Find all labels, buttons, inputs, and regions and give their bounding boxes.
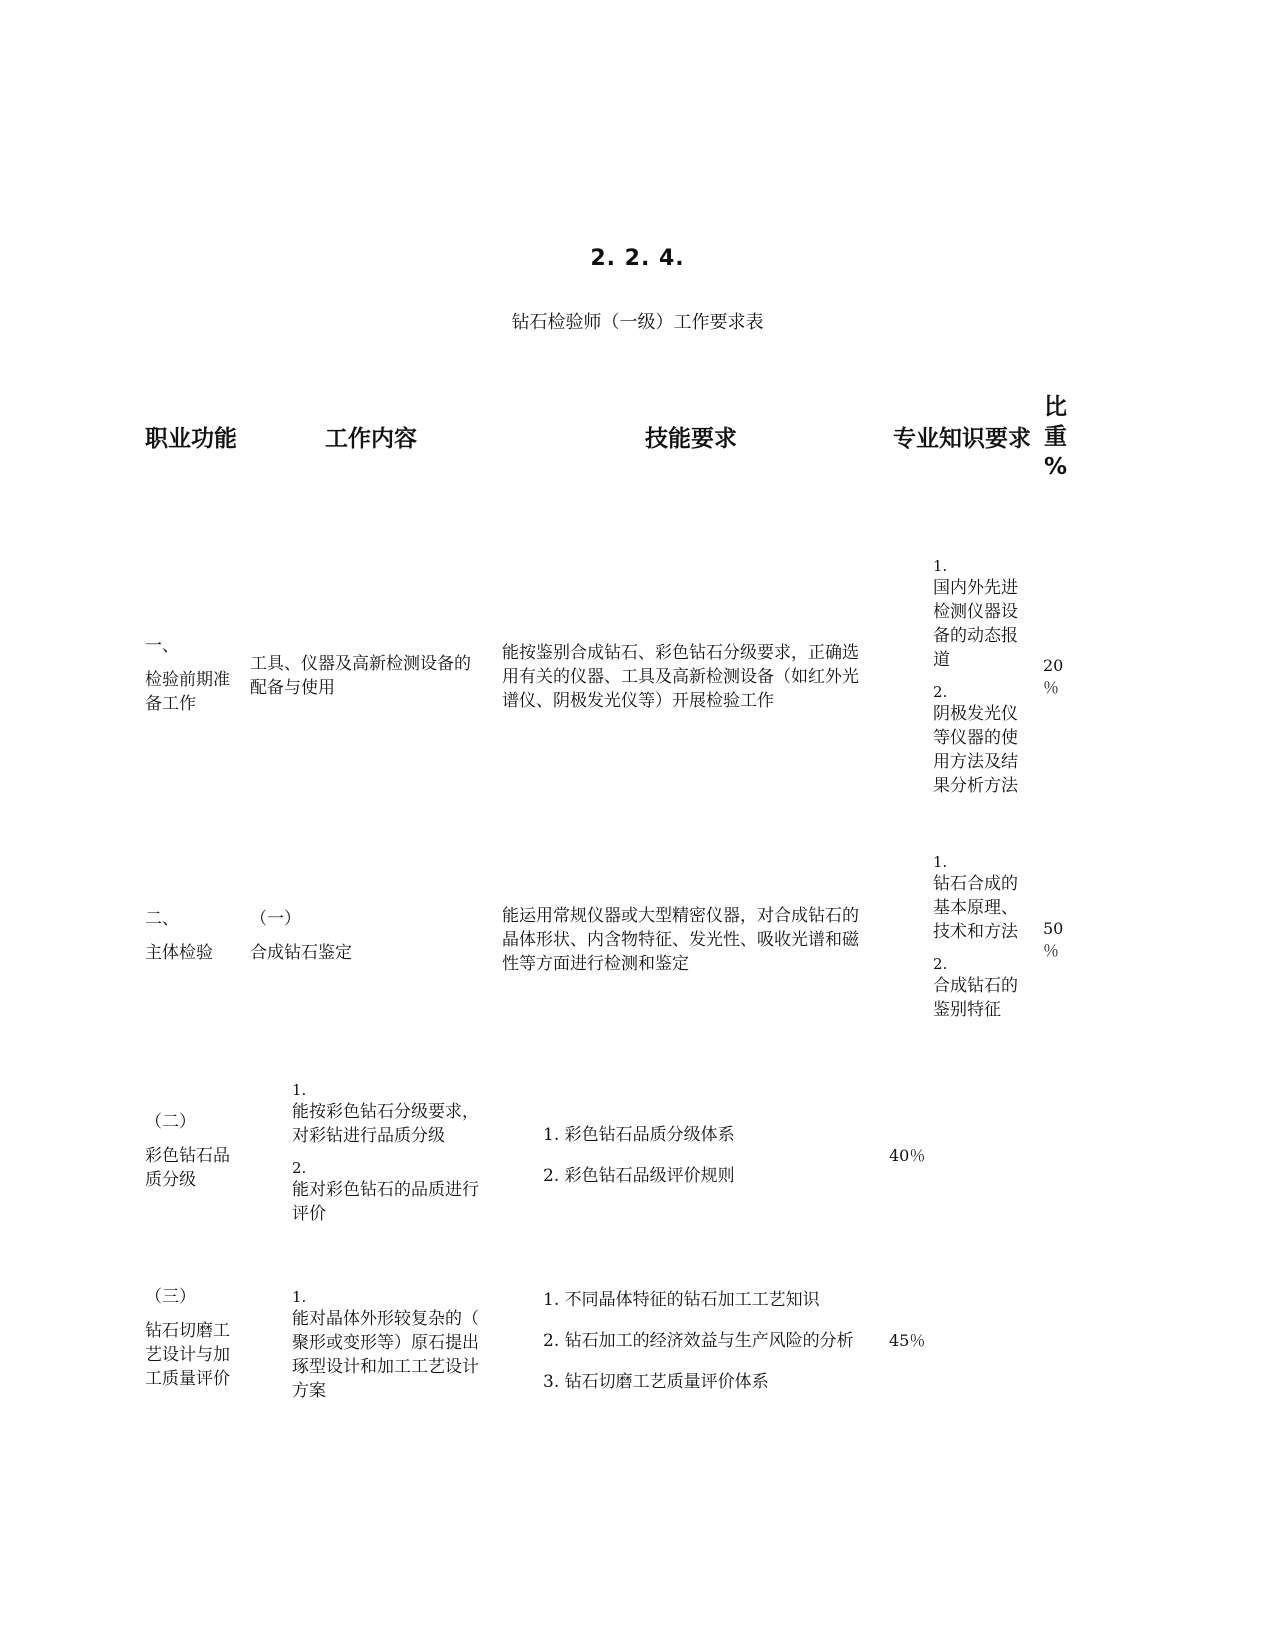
row2-k2-line1: 合成钻石的	[933, 976, 1018, 996]
row3-knowledge-2: 2. 彩色钻石品级评价规则	[543, 1166, 735, 1186]
row2-k2-num: 2.	[933, 955, 948, 973]
section-number: 2. 2. 4.	[590, 246, 685, 271]
row2-content-line1: （一）	[250, 909, 301, 929]
row4-s1-line2: 聚形或变形等）原石提出	[292, 1333, 479, 1353]
row1-k1-num: 1.	[933, 557, 948, 575]
row1-k1-line1: 国内外先进	[933, 578, 1018, 598]
header-weight-line3: %	[1044, 454, 1068, 480]
row4-knowledge-1: 1. 不同晶体特征的钻石加工工艺知识	[543, 1290, 820, 1310]
row4-content-line3: 艺设计与加	[145, 1345, 230, 1365]
row3-knowledge-1: 1. 彩色钻石品质分级体系	[543, 1125, 735, 1145]
row4-content-line4: 工质量评价	[145, 1369, 230, 1389]
header-weight	[1044, 392, 1067, 482]
row1-k2-line4: 果分析方法	[933, 776, 1018, 796]
row4-content-line2: 钻石切磨工	[145, 1321, 230, 1341]
row3-s2-line1: 能对彩色钻石的品质进行	[292, 1180, 479, 1200]
row2-skill-line1: 能运用常规仪器或大型精密仪器，对合成钻石的	[502, 906, 859, 926]
row1-function-line1: 一、	[145, 636, 179, 656]
row4-knowledge-2: 2. 钻石加工的经济效益与生产风险的分析	[543, 1331, 854, 1351]
row1-skill-line1: 能按鉴别合成钻石、彩色钻石分级要求，正确选	[502, 643, 859, 663]
row3-skill	[292, 1080, 479, 1226]
row1-k1-line2: 检测仪器设	[933, 602, 1018, 622]
row2-skill	[502, 904, 859, 976]
row1-knowledge	[933, 556, 1018, 798]
row1-weight-sym: ％	[1043, 678, 1060, 697]
row1-k2-line3: 用方法及结	[933, 752, 1018, 772]
row2-k1-line3: 技术和方法	[933, 922, 1018, 942]
row1-k2-line1: 阴极发光仪	[933, 704, 1018, 724]
row4-knowledge-3: 3. 钻石切磨工艺质量评价体系	[543, 1372, 769, 1392]
row2-k2-line2: 鉴别特征	[933, 1000, 1001, 1020]
row1-k2-num: 2.	[933, 683, 948, 701]
row1-k2-line2: 等仪器的使	[933, 728, 1018, 748]
row4-s1-num: 1.	[292, 1288, 307, 1306]
row4-s1-line1: 能对晶体外形较复杂的（	[292, 1309, 479, 1329]
row2-k1-line1: 钻石合成的	[933, 874, 1018, 894]
row4-s1-line4: 方案	[292, 1381, 326, 1401]
header-skill: 技能要求	[645, 426, 737, 452]
row1-weight	[1043, 655, 1063, 699]
row3-s1-num: 1.	[292, 1081, 307, 1099]
row1-k1-line3: 备的动态报	[933, 626, 1018, 646]
row1-skill-line2: 用有关的仪器、工具及高新检测设备（如红外光	[502, 667, 859, 687]
row2-skill-line2: 晶体形状、内含物特征、发光性、吸收光谱和磁	[502, 930, 859, 950]
row2-function-line1: 二、	[145, 909, 179, 929]
row3-s1-line2: 对彩钻进行品质分级	[292, 1126, 445, 1146]
row2-function-line2: 主体检验	[145, 943, 213, 963]
row1-skill-line3: 谱仪、阴极发光仪等）开展检验工作	[502, 691, 774, 711]
header-weight-line1: 比	[1044, 394, 1067, 420]
document-title: 钻石检验师（一级）工作要求表	[511, 312, 764, 333]
row3-content-line1: （二）	[145, 1112, 196, 1132]
row2-weight-sym: ％	[1043, 941, 1060, 960]
row3-content-line2: 彩色钻石品	[145, 1146, 230, 1166]
row2-knowledge	[933, 852, 1018, 1022]
row1-k1-line4: 道	[933, 650, 950, 670]
row2-function	[145, 907, 213, 965]
row1-weight-num: 20	[1043, 656, 1064, 675]
row4-skill	[292, 1287, 479, 1403]
row4-weight: 45％	[889, 1331, 926, 1350]
row1-function-line3: 备工作	[145, 694, 196, 714]
row3-s1-line1: 能按彩色钻石分级要求，	[292, 1102, 479, 1122]
row4-s1-line3: 琢型设计和加工工艺设计	[292, 1357, 479, 1377]
row1-function-line2: 检验前期准	[145, 670, 230, 690]
header-content: 工作内容	[325, 426, 417, 452]
row3-content	[145, 1110, 230, 1192]
row2-weight-num: 50	[1043, 919, 1064, 938]
row3-content-line3: 质分级	[145, 1170, 196, 1190]
header-knowledge: 专业知识要求	[893, 426, 1031, 452]
header-function: 职业功能	[145, 426, 237, 452]
row2-k1-line2: 基本原理、	[933, 898, 1018, 918]
row4-content	[145, 1285, 230, 1391]
header-weight-line2: 重	[1044, 424, 1067, 450]
row3-s2-line2: 评价	[292, 1204, 326, 1224]
row2-skill-line3: 性等方面进行检测和鉴定	[502, 954, 689, 974]
row1-content-line2: 配备与使用	[250, 678, 335, 698]
row4-content-line1: （三）	[145, 1287, 196, 1307]
row2-k1-num: 1.	[933, 853, 948, 871]
row1-content	[250, 652, 471, 700]
row2-weight	[1043, 918, 1063, 962]
row3-s2-num: 2.	[292, 1159, 307, 1177]
row2-content	[250, 907, 352, 965]
row1-function	[145, 634, 230, 716]
row1-skill	[502, 641, 859, 713]
row2-content-line2: 合成钻石鉴定	[250, 943, 352, 963]
row3-weight: 40％	[889, 1146, 926, 1165]
row1-content-line1: 工具、仪器及高新检测设备的	[250, 654, 471, 674]
